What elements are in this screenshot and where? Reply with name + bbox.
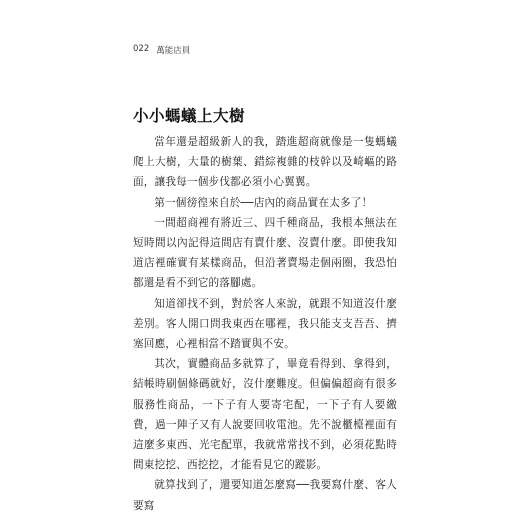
chapter-title: 小小螞蟻上大樹 [133,107,246,125]
paragraph: 就算找到了，還要知道怎麼寫──我要寫什麼、客人要寫 [133,479,397,512]
paragraph: 知道卻找不到，對於客人來說，就跟不知道沒什麼差別。客人開口問我東西在哪裡，我只能支支吾吾、擠塞回應，心裡相當不踏實與不安。 [133,297,397,351]
paragraph: 第一個徬徨來自於──店內的商品實在太多了！ [154,196,373,209]
book-title: 萬能店員 [156,46,191,56]
paragraph: 其次，實體商品多就算了，畢竟看得到、拿得到，結帳時刷個條碼就好，沒什麼難度。但偏偏超商有很多服務性商品，一下子有人要寄宅配，一下子有人要繳費，過一陣子又有人說要回收電池。先不說櫃檯裡面有這麼多東西、光宅配單，我就常常找不到，必須花點時間東挖挖、西挖挖，才能看見它的蹤影。 [133,358,397,472]
paragraph: 一間超商裡有將近三、四千種商品，我根本無法在短時間以內記得這間店有賣什麼、沒賣什麼。即使我知道店裡確實有某樣商品，但沿著賣場走個兩圈，我恐怕都還是看不到它的落腳處。 [133,216,397,290]
paragraph: 當年還是超級新人的我，踏進超商就像是一隻螞蟻爬上大樹，大量的樹葉、錯綜複雜的枝幹以及崎嶇的路面，讓我每一個步伐都必須小心翼翼。 [133,136,397,189]
page-number: 022 [133,44,150,54]
running-header [133,44,190,56]
body-text [133,132,397,516]
